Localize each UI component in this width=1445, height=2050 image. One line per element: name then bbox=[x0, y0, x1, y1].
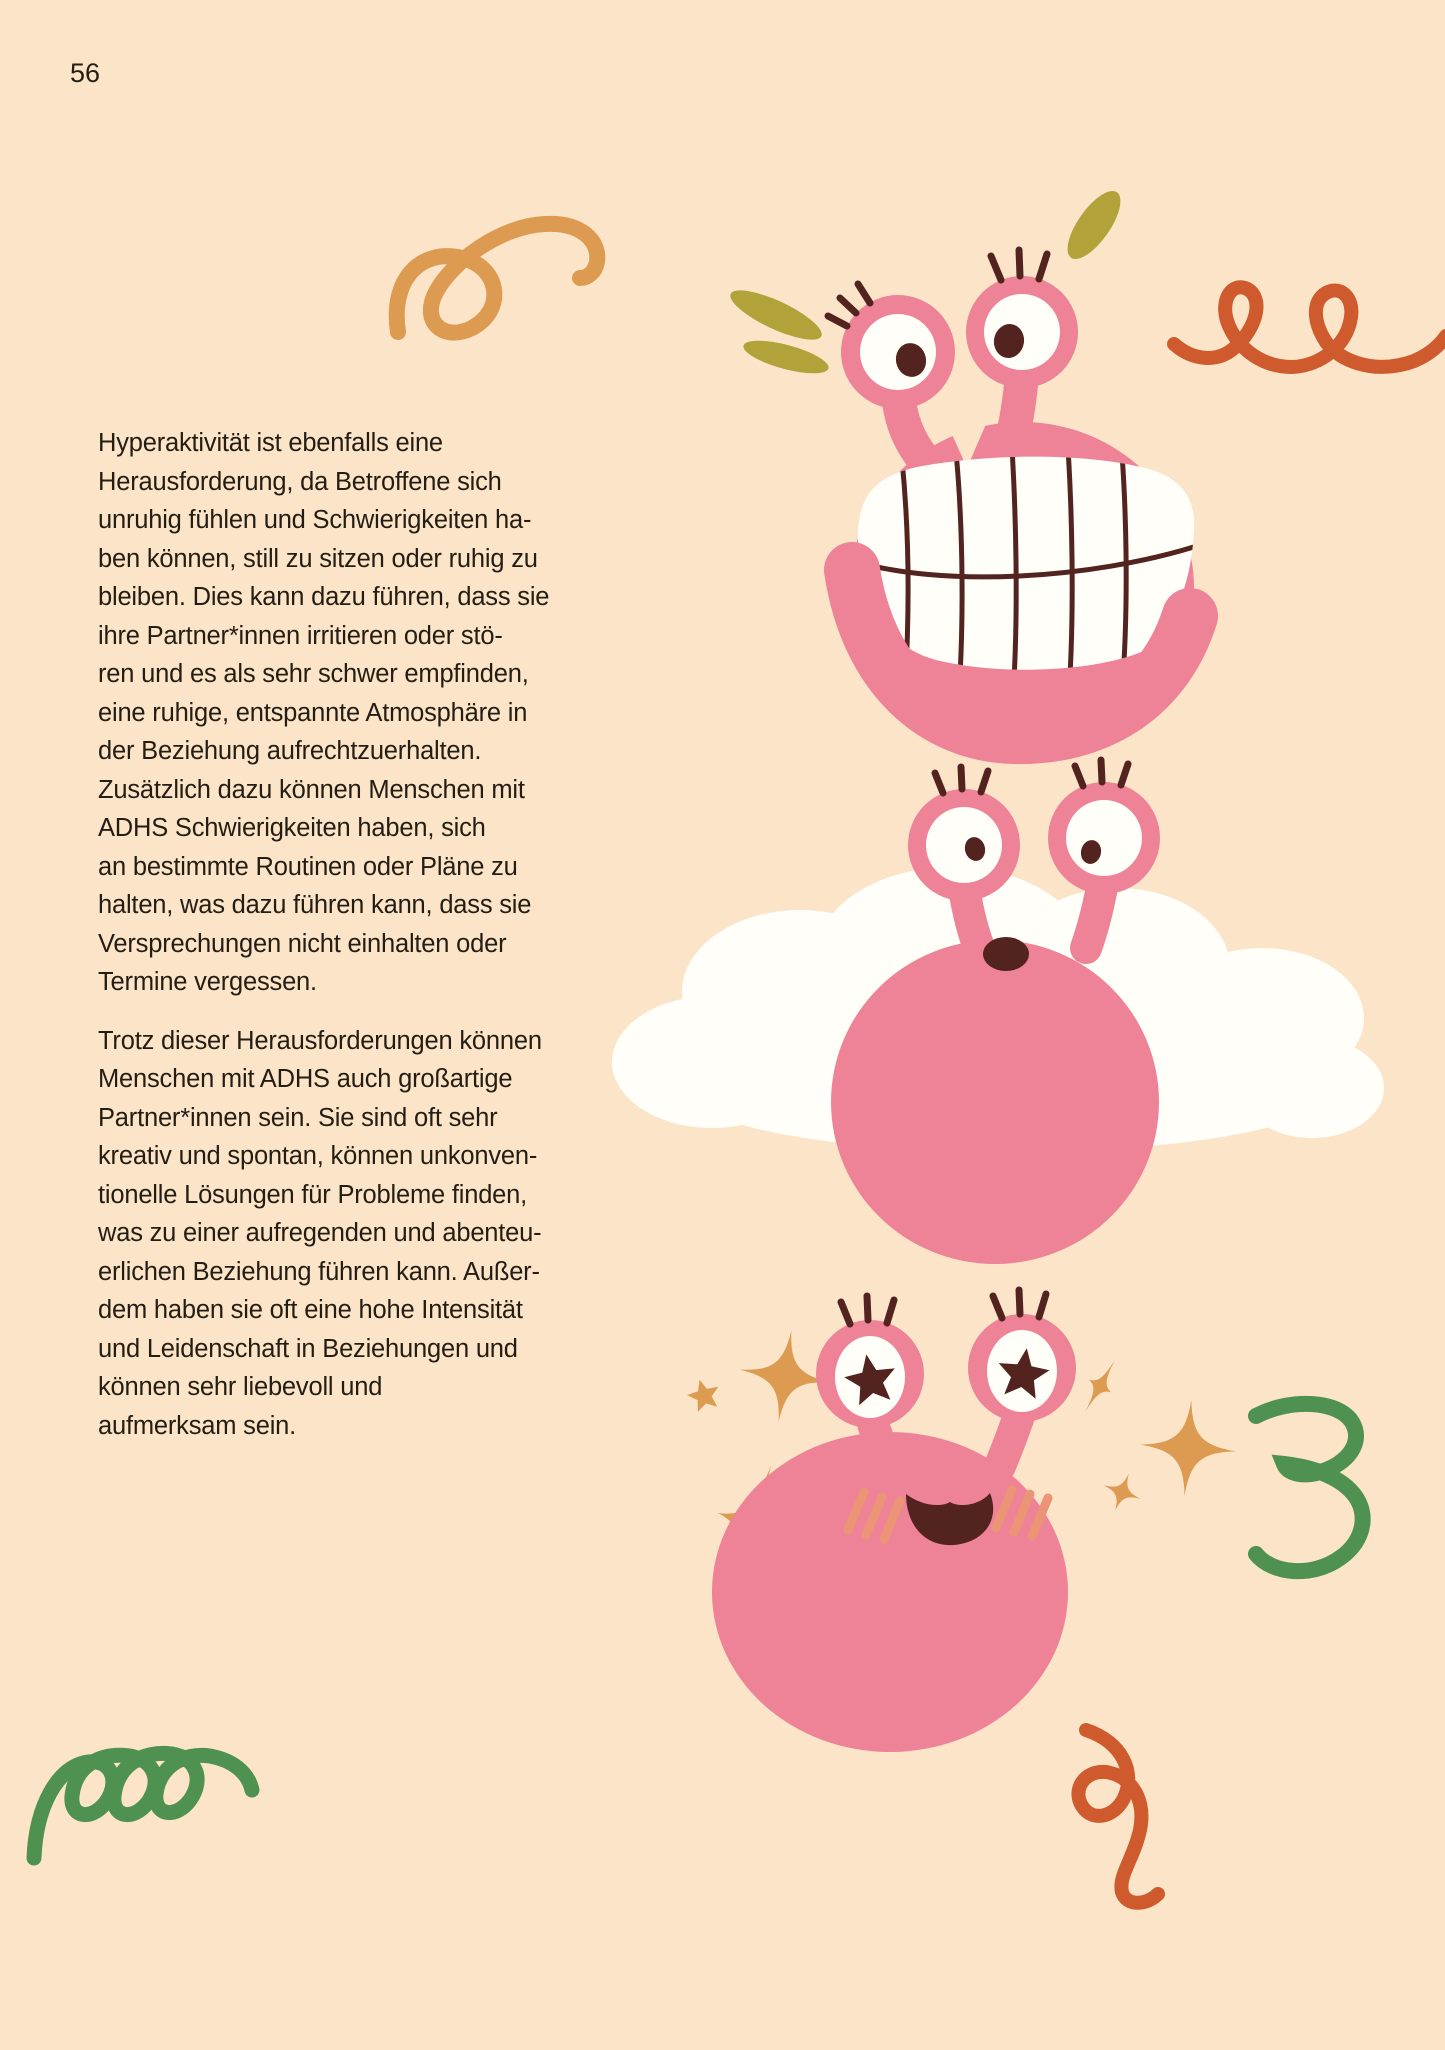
red-loop-squiggle bbox=[1174, 287, 1445, 367]
eyelash bbox=[1019, 250, 1020, 276]
text-line: ren und es als sehr schwer empfinden, bbox=[98, 660, 529, 688]
eyelash bbox=[1121, 764, 1128, 785]
eyelash bbox=[981, 771, 988, 792]
red-curl-squiggle bbox=[1078, 1730, 1158, 1903]
text-line: Hyperaktivität ist ebenfalls eine bbox=[98, 429, 443, 457]
sparkle-icon bbox=[1096, 1466, 1147, 1517]
text-line: an bestimmte Routinen oder Pläne zu bbox=[98, 852, 518, 881]
eyelash bbox=[1019, 1290, 1020, 1314]
eyelash bbox=[991, 256, 1001, 280]
text-line: was zu einer aufregenden und abenteu- bbox=[98, 1219, 542, 1247]
eyelash bbox=[935, 773, 943, 793]
page-number: 56 bbox=[70, 58, 101, 88]
monster-eye bbox=[908, 767, 1020, 901]
orange-loop-squiggle bbox=[397, 224, 598, 333]
text-line: tionelle Lösungen für Probleme finden, bbox=[98, 1180, 528, 1209]
monster-eye bbox=[966, 250, 1078, 388]
eyelash bbox=[828, 316, 847, 326]
eyelash bbox=[1101, 760, 1102, 782]
text-line: ADHS Schwierigkeiten haben, sich bbox=[98, 814, 486, 842]
excited-monster bbox=[712, 1290, 1076, 1752]
monster-eye bbox=[1048, 760, 1160, 894]
text-line: dem haben sie oft eine hohe Intensität bbox=[98, 1296, 523, 1324]
text-line: Zusätzlich dazu können Menschen mit bbox=[98, 775, 525, 804]
text-line: unruhig fühlen und Schwierigkeiten ha- bbox=[98, 506, 532, 534]
eyelash bbox=[1039, 1294, 1046, 1317]
text-line: der Beziehung aufrechtzuerhalten. bbox=[98, 737, 482, 765]
text-line: und Leidenschaft in Beziehungen und bbox=[98, 1334, 518, 1363]
eyelash bbox=[867, 1296, 868, 1320]
monster-star-eye bbox=[968, 1290, 1076, 1422]
text-line: Trotz dieser Herausforderungen können bbox=[98, 1026, 542, 1055]
eyelash bbox=[1075, 766, 1083, 786]
text-line: können sehr liebevoll und bbox=[98, 1373, 383, 1401]
paragraph-hyperactivity bbox=[98, 424, 549, 1002]
green-loop-squiggle bbox=[34, 1753, 252, 1858]
green-scribble bbox=[1256, 1404, 1363, 1571]
eyelash bbox=[993, 1296, 1002, 1318]
text-line: Partner*innen sein. Sie sind oft sehr bbox=[98, 1103, 498, 1132]
text-line: ihre Partner*innen irritieren oder stö- bbox=[98, 621, 503, 650]
text-line: ben können, still zu sitzen oder ruhig zu bbox=[98, 544, 538, 573]
text-line: bleiben. Dies kann dazu führen, dass sie bbox=[98, 583, 550, 611]
text-line: erlichen Beziehung führen kann. Außer- bbox=[98, 1257, 540, 1286]
monster-star-eye bbox=[816, 1296, 924, 1428]
surprised-monster bbox=[831, 760, 1160, 1264]
eyelash bbox=[840, 298, 856, 313]
text-line: eine ruhige, entspannte Atmosphäre in bbox=[98, 698, 528, 727]
text-line: Termine vergessen. bbox=[98, 968, 317, 996]
body-text bbox=[98, 424, 549, 1445]
small-open-mouth bbox=[983, 937, 1029, 971]
eyelash bbox=[858, 284, 870, 303]
monster-eye bbox=[828, 284, 955, 409]
monster-body bbox=[831, 940, 1159, 1264]
text-line: kreativ und spontan, können unkonven- bbox=[98, 1142, 538, 1170]
sparkle-icon bbox=[1137, 1397, 1239, 1499]
text-line: aufmerksam sein. bbox=[98, 1411, 297, 1440]
anxious-monster bbox=[725, 183, 1200, 754]
text-line: Versprechungen nicht einhalten oder bbox=[98, 929, 507, 958]
monster-body bbox=[712, 1432, 1068, 1752]
eyelash bbox=[961, 767, 962, 789]
text-line: Herausforderung, da Betroffene sich bbox=[98, 467, 502, 496]
sparkle-icon bbox=[1074, 1354, 1127, 1419]
text-line: halten, was dazu führen kann, dass sie bbox=[98, 891, 532, 919]
eyelash bbox=[1039, 254, 1047, 279]
text-line: Menschen mit ADHS auch großartige bbox=[98, 1065, 513, 1093]
paragraph-strengths bbox=[98, 1022, 549, 1446]
eyelash bbox=[887, 1300, 894, 1323]
eyelash bbox=[841, 1302, 850, 1324]
star-icon bbox=[684, 1375, 723, 1413]
